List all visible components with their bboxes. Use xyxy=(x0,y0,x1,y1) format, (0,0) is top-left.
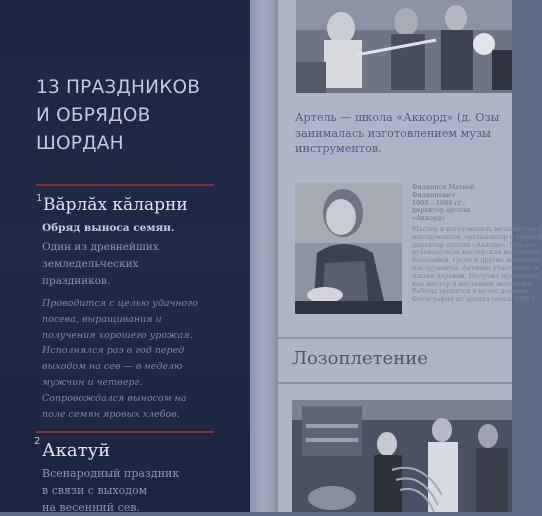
frame-border xyxy=(276,337,512,339)
portrait-caption-body: Мастер и изготовитель музыкальных инструментов, организатор и первый директор артели «Аккорд». Под его руководством мастерская выпускала балалайки, гусли и другие народные инструменты. Активно участвовал в жизни деревни. Получил признание как мастер и наставник молодёжи. Работы хранятся в музее деревни. Фотография из архива семьи 1955 г. xyxy=(412,224,542,304)
divider-line xyxy=(36,431,214,433)
artel-photo xyxy=(296,0,512,93)
holiday-note: Проводится с целью удачного посева, выращивания и получения хорошего урожая. Исполнялся раз в год перед выходом на сев — в неделю мужчин и четверг. Сопровождался выносом на поле семян яровых хлебов. xyxy=(42,298,198,420)
holiday-description: Один из древнейших земледельческих праздников. xyxy=(42,241,159,287)
divider-line xyxy=(36,184,214,186)
portrait-caption: Филиппов Матвей Филиппович 1908 – 1986 гг., директор артели «Аккорд» Мастер и изготовитель музыкальных инструментов, организатор и первый директор артели «Аккорд». Под его руководством мастерская выпускала балалайки, гусли и другие народные инструменты. Активно участвовал в жизни деревни. Получил признание как мастер и наставник молодёжи. Работы хранятся в музее деревни. Фотография из архива семьи 1955 г. xyxy=(412,183,542,304)
holiday-description: Всенародный праздник в связи с выходом на весенний сев. xyxy=(42,467,180,514)
portrait-photo xyxy=(295,183,402,314)
portrait-photo-image xyxy=(295,183,402,314)
artel-caption: Артель — школа «Аккорд» (д. Озы занималась изготовлением музы инструментов. xyxy=(295,111,500,155)
holiday-name: Акатуй xyxy=(42,440,111,461)
holiday-subtitle: Обряд выноса семян. xyxy=(42,222,175,234)
artel-photo-image xyxy=(296,0,512,93)
wickerwork-photo xyxy=(292,400,512,512)
frame-border xyxy=(276,382,512,384)
section-heading-wickerwork: Лозоплетение xyxy=(292,348,428,369)
wickerwork-photo-image xyxy=(292,400,512,512)
frame-border xyxy=(276,0,278,512)
holiday-number: 1 xyxy=(36,193,43,204)
holiday-name: Вăрлăх кăларни xyxy=(43,195,188,215)
panel-gutter xyxy=(250,0,276,512)
holiday-number: 2 xyxy=(34,436,41,447)
section-title: 13 ПРАЗДНИКОВ И ОБРЯДОВ ШОРДАН xyxy=(36,77,201,154)
